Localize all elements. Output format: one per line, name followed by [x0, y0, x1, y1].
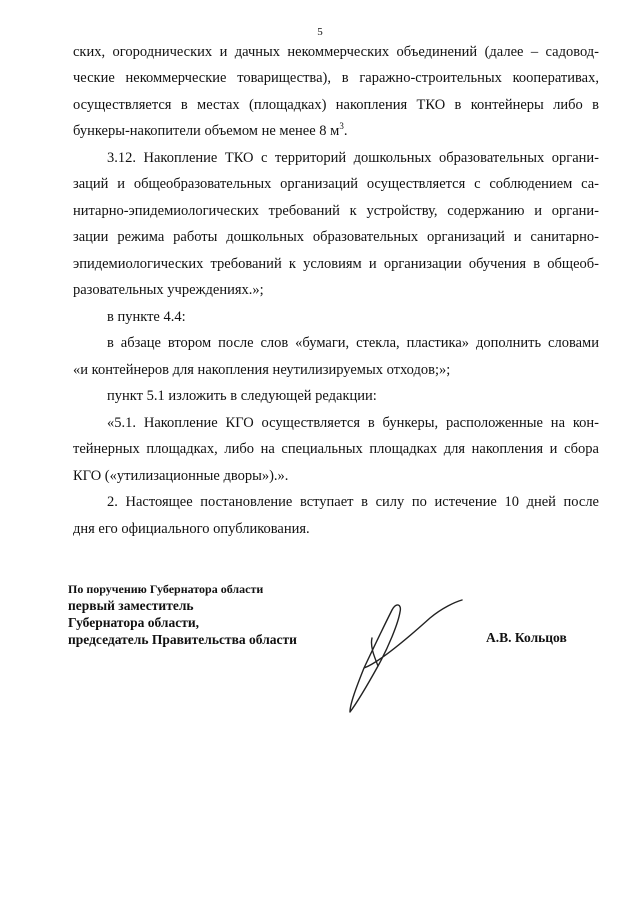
text-line: разовательных учреждениях.»;	[73, 282, 264, 298]
text-line: пункт 5.1 изложить в следующей редакции:	[107, 388, 377, 404]
text-line: в абзаце втором после слов «бумаги, стекла, пластика» дополнить словами	[107, 335, 599, 351]
signer-title-line: первый заместитель	[68, 598, 194, 613]
text-line: нитарно-эпидемиологических требований к устройству, содержанию и органи-	[73, 203, 599, 219]
text-line-end: .	[343, 123, 348, 139]
text-line: тейнерных площадках, либо на специальных площадках для накопления и сбора	[73, 441, 599, 457]
signature-caption: По поручению Губернатора области	[68, 582, 264, 596]
signer-name: А.В. Кольцов	[486, 630, 567, 645]
text-line: дня его официального опубликования.	[73, 521, 310, 537]
text-line	[73, 121, 347, 141]
handwritten-signature	[330, 596, 480, 721]
text-line: заций и общеобразовательных организаций осуществляется с соблюдением са-	[73, 176, 599, 192]
page-number: 5	[317, 26, 323, 38]
text-line: в пункте 4.4:	[107, 309, 186, 325]
text-line: ских, огороднических и дачных некоммерческих объединений (далее – садовод-	[73, 44, 599, 60]
text-line: эпидемиологических требований к условиям и организации обучения в общеоб-	[73, 256, 599, 272]
text-line: ческие некоммерческие товарищества), в гаражно-строительных кооперативах,	[73, 70, 599, 86]
text-line: КГО («утилизационные дворы»).».	[73, 468, 289, 484]
signer-title-line: председатель Правительства области	[68, 632, 297, 647]
text-line: «и контейнеров для накопления неутилизируемых отходов;»;	[73, 362, 451, 378]
superscript: 3	[339, 121, 344, 132]
text-line: 3.12. Накопление ТКО с территорий дошкольных образовательных органи-	[107, 150, 599, 166]
text-line: «5.1. Накопление КГО осуществляется в бункеры, расположенные на кон-	[107, 415, 599, 431]
text-line: осуществляется в местах (площадках) накопления ТКО в контейнеры либо в	[73, 97, 599, 113]
text-line: 2. Настоящее постановление вступает в силу по истечение 10 дней после	[107, 494, 599, 510]
signer-title-line: Губернатора области,	[68, 615, 199, 630]
text-line-body: бункеры-накопители объемом не менее 8 м	[73, 123, 340, 139]
text-line: зации режима работы дошкольных образовательных организаций и санитарно-	[73, 229, 599, 245]
